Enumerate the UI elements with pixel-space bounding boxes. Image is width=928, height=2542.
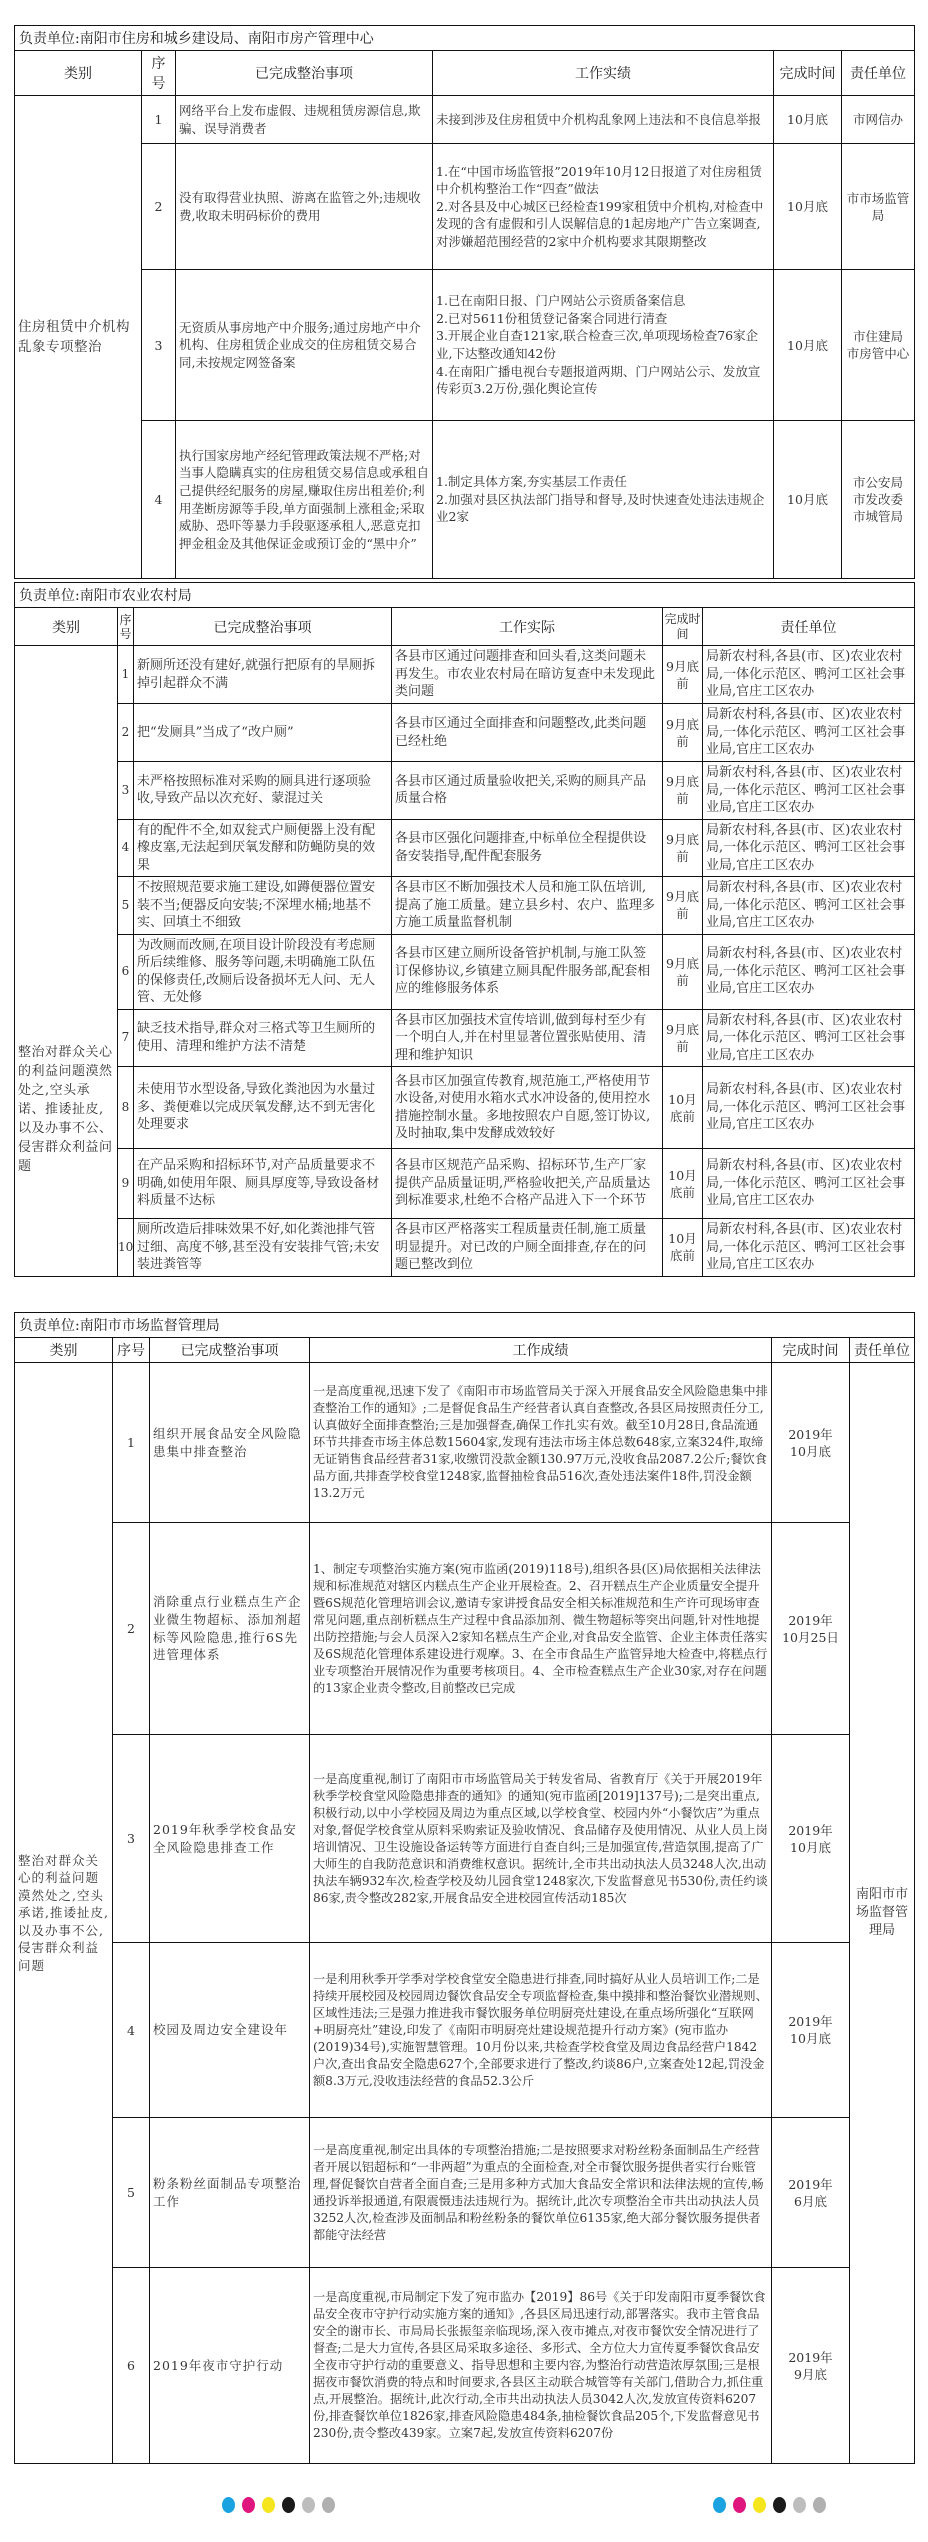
row-time: 9月底前: [663, 934, 703, 1009]
row-number: 8: [118, 1067, 134, 1149]
registration-dot-icon: [322, 2497, 335, 2513]
row-number: 5: [118, 877, 134, 935]
table-row: [15, 2268, 915, 2464]
market-supervision-table: [14, 1312, 915, 2464]
row-number: 1: [118, 646, 134, 704]
table-row: [15, 96, 915, 144]
row-time: 10月底: [774, 144, 842, 270]
row-unit: 局新农村科,各县(市、区)农业农村局,一体化示范区、鸭河工区社会事业局,官庄工区农办: [703, 704, 915, 762]
row-item: 网络平台上发布虚假、违规租赁房源信息,欺骗、误导消费者: [176, 96, 433, 144]
table-row: [15, 1219, 915, 1277]
row-number: 6: [113, 2268, 150, 2464]
registration-dot-icon: [713, 2497, 726, 2513]
table-row: [15, 646, 915, 704]
table-row: [15, 421, 915, 579]
registration-dot-icon: [793, 2497, 806, 2513]
registration-dot-icon: [282, 2497, 295, 2513]
registration-dot-icon: [262, 2497, 275, 2513]
col-unit: 责任单位: [703, 608, 915, 646]
registration-dot-icon: [773, 2497, 786, 2513]
row-time: 10月底前: [663, 1219, 703, 1277]
row-number: 6: [118, 934, 134, 1009]
row-result: 未接到涉及住房租赁中介机构乱象网上违法和不良信息举报: [433, 96, 774, 144]
registration-marks-left: [222, 2497, 335, 2513]
table-row: [15, 1009, 915, 1067]
col-category: 类别: [15, 608, 118, 646]
row-time: 9月底前: [663, 704, 703, 762]
row-time: 10月底: [774, 421, 842, 579]
row-unit: 局新农村科,各县(市、区)农业农村局,一体化示范区、鸭河工区社会事业局,官庄工区农办: [703, 934, 915, 1009]
col-result: 工作实际: [392, 608, 663, 646]
row-result: 一是高度重视,制订了南阳市市场监管局关于转发省局、省教育厅《关于开展2019年秋季学校食堂风险隐患排查的通知》的通知(宛市监函[2019]137号);二是突出重点,积极行动,以中小学校园及周边为重点区域,以学校食堂、校园内外“小餐饮店”为重点对象,督促学校食堂从原料采购索证及验收情况、食品储存及使用情况、从业人员上岗培训情况、卫生设施设备运转等方面进行自查自纠;三是加强宣传,营造氛围,提高了广大师生的自我防范意识和消费维权意识。据统计,全市共出动执法人员3248人次,出动执法车辆932车次,检查学校及幼儿园食堂1248家次,下发监督意见书530份,责任约谈86家,责令整改282家,开展食品安全进校园宣传活动185次: [310, 1735, 772, 1943]
row-time: 10月底: [774, 270, 842, 421]
category-cell: 住房租赁中介机构乱象专项整治: [15, 96, 142, 579]
col-category: 类别: [15, 1338, 113, 1363]
row-number: 2: [118, 704, 134, 762]
row-unit: 局新农村科,各县(市、区)农业农村局,一体化示范区、鸭河工区社会事业局,官庄工区农办: [703, 1009, 915, 1067]
col-category: 类别: [15, 51, 142, 96]
table-row: [15, 1363, 915, 1523]
row-result: 一是高度重视,迅速下发了《南阳市市场监管局关于深入开展食品安全风险隐患集中排查整治工作的通知》;二是督促食品生产经营者认真自查整改,各县区局按照责任分工,认真做好全面排查整治;三是加强督查,确保工作扎实有效。截至10月28日,食品流通环节共排查市场主体总数15604家,发现有违法市场主体总数648家,立案324件,取缔无证销售食品经营者31家,收缴罚没款金额130.97万元,没收食品2087.2公斤;餐饮食品方面,共排查学校食堂1248家,监督抽检食品516次,查处违法案件18件,罚没金额13.2万元: [310, 1363, 772, 1523]
row-unit: 局新农村科,各县(市、区)农业农村局,一体化示范区、鸭河工区社会事业局,官庄工区农办: [703, 1149, 915, 1219]
registration-dot-icon: [302, 2497, 315, 2513]
row-time: 10月底前: [663, 1067, 703, 1149]
row-time: 2019年 6月底: [772, 2118, 850, 2268]
row-time: 9月底前: [663, 877, 703, 935]
row-time: 9月底前: [663, 819, 703, 877]
table-row: [15, 1943, 915, 2118]
row-result: 各县市区不断加强技术人员和施工队伍培训,提高了施工质量。建立县乡村、农户、监理多方施工质量监督机制: [392, 877, 663, 935]
row-unit: 市公安局 市发改委 市城管局: [842, 421, 915, 579]
col-no: 序号: [118, 608, 134, 646]
registration-dot-icon: [733, 2497, 746, 2513]
registration-dot-icon: [813, 2497, 826, 2513]
row-number: 2: [113, 1523, 150, 1735]
responsible-unit-header: 负责单位:南阳市住房和城乡建设局、南阳市房产管理中心: [15, 26, 915, 51]
row-time: 10月底: [774, 96, 842, 144]
row-time: 2019年 9月底: [772, 2268, 850, 2464]
row-time: 9月底前: [663, 762, 703, 820]
col-result: 工作实绩: [433, 51, 774, 96]
row-number: 10: [118, 1219, 134, 1277]
col-result: 工作成绩: [310, 1338, 772, 1363]
row-item: 新厕所还没有建好,就强行把原有的旱厕拆掉引起群众不满: [134, 646, 392, 704]
row-result: 各县市区加强技术宣传培训,做到每村至少有一个明白人,并在村里显著位置张贴使用、清理和维护知识: [392, 1009, 663, 1067]
row-time: 10月底前: [663, 1149, 703, 1219]
table-row: [15, 144, 915, 270]
row-unit: 局新农村科,各县(市、区)农业农村局,一体化示范区、鸭河工区社会事业局,官庄工区农办: [703, 1219, 915, 1277]
row-time: 2019年 10月底: [772, 1943, 850, 2118]
responsible-unit-cell: 南阳市市场监督管理局: [850, 1363, 915, 2464]
table-row: [15, 819, 915, 877]
row-result: 一是高度重视,制定出具体的专项整治措施;二是按照要求对粉丝粉条面制品生产经营者开展以铝超标和“一非两超”为重点的全面检查,对全市餐饮服务提供者实行台账管理,督促餐饮自营者全面自查;三是用多种方式加大食品安全常识和法律法规的宣传,畅通投诉举报通道,有限震慑违法违规行为。据统计,此次专项整治全市共出动执法人员3252人次,检查涉及面制品和粉丝粉条的餐饮单位6135家,绝大部分餐饮服务提供者都能守法经营: [310, 2118, 772, 2268]
row-item: 有的配件不全,如双瓮式户厕便器上没有配橡皮塞,无法起到厌氧发酵和防蝇防臭的效果: [134, 819, 392, 877]
row-item: 无资质从事房地产中介服务;通过房地产中介机构、住房租赁企业成交的住房租赁交易合同,未按规定网签备案: [176, 270, 433, 421]
table-row: [15, 704, 915, 762]
col-no: 序号: [142, 51, 176, 96]
table-row: [15, 1735, 915, 1943]
row-result: 1.制定具体方案,夯实基层工作责任 2.加强对县区执法部门指导和督导,及时快速查处违法违规企业2家: [433, 421, 774, 579]
row-unit: 市市场监管局: [842, 144, 915, 270]
row-item: 把“发厕具”当成了“改户厕”: [134, 704, 392, 762]
responsible-unit-header: 负责单位:南阳市市场监督管理局: [15, 1313, 915, 1338]
row-unit: 局新农村科,各县(市、区)农业农村局,一体化示范区、鸭河工区社会事业局,官庄工区农办: [703, 819, 915, 877]
row-number: 1: [142, 96, 176, 144]
row-number: 1: [113, 1363, 150, 1523]
header-row: [15, 51, 915, 96]
header-row: [15, 1338, 915, 1363]
row-number: 9: [118, 1149, 134, 1219]
col-unit: 责任单位: [842, 51, 915, 96]
row-item: 执行国家房地产经纪管理政策法规不严格;对当事人隐瞒真实的住房租赁交易信息或承租自己提供经纪服务的房屋,赚取住房出租差价;利用垄断房源等手段,单方面强制上涨租金;采取威胁、恐吓等暴力手段驱逐承租人,恶意克扣押金租金及其他保证金或预订金的“黑中介”: [176, 421, 433, 579]
row-number: 5: [113, 2118, 150, 2268]
row-result: 各县市区建立厕所设备管护机制,与施工队签订保修协议,乡镇建立厕具配件服务部,配套相应的维修服务体系: [392, 934, 663, 1009]
row-number: 4: [142, 421, 176, 579]
table-row: [15, 1149, 915, 1219]
row-number: 3: [118, 762, 134, 820]
row-number: 7: [118, 1009, 134, 1067]
col-item: 已完成整治事项: [134, 608, 392, 646]
row-unit: 局新农村科,各县(市、区)农业农村局,一体化示范区、鸭河工区社会事业局,官庄工区农办: [703, 646, 915, 704]
row-item: 组织开展食品安全风险隐患集中排查整治: [150, 1363, 310, 1523]
row-number: 4: [118, 819, 134, 877]
row-result: 各县市区通过全面排查和问题整改,此类问题已经杜绝: [392, 704, 663, 762]
row-unit: 局新农村科,各县(市、区)农业农村局,一体化示范区、鸭河工区社会事业局,官庄工区农办: [703, 877, 915, 935]
table-row: [15, 877, 915, 935]
registration-marks-right: [713, 2497, 826, 2513]
table-row: [15, 2118, 915, 2268]
agriculture-table: [14, 582, 915, 1277]
row-result: 各县市区规范产品采购、招标环节,生产厂家提供产品质量证明,严格验收把关,产品质量达到标准要求,杜绝不合格产品进入下一个环节: [392, 1149, 663, 1219]
row-item: 校园及周边安全建设年: [150, 1943, 310, 2118]
row-result: 1、制定专项整治实施方案(宛市监函(2019)118号),组织各县(区)局依据相关法律法规和标准规范对辖区内糕点生产企业开展检查。2、召开糕点生产企业质量安全提升暨6S规范化管理培训会议,邀请专家讲授食品安全相关标准规范和生产许可现场审查常见问题,重点剖析糕点生产过程中食品添加剂、微生物超标等突出问题,针对性地提出防控措施;与会人员深入2家知名糕点生产企业,对食品安全监管、企业主体责任落实及6S规范化管理体系建设进行观摩。3、在全市食品生产监管异地大检查中,将糕点行业专项整治开展情况作为重要考核项目。4、全市检查糕点生产企业30家,对存在问题的13家企业责令整改,目前整改已完成: [310, 1523, 772, 1735]
category-cell: 整治对群众关心的利益问题漠然处之,空头承诺、推诿扯皮,以及办事不公、侵害群众利益问题: [15, 646, 118, 1277]
col-item: 已完成整治事项: [176, 51, 433, 96]
row-item: 未使用节水型设备,导致化粪池因为水量过多、粪便难以完成厌氧发酵,达不到无害化处理要求: [134, 1067, 392, 1149]
row-number: 4: [113, 1943, 150, 2118]
row-item: 没有取得营业执照、游离在监管之外;违规收费,收取未明码标价的费用: [176, 144, 433, 270]
row-time: 9月底前: [663, 1009, 703, 1067]
row-item: 2019年夜市守护行动: [150, 2268, 310, 2464]
housing-rental-table: [14, 25, 915, 579]
row-time: 2019年 10月25日: [772, 1523, 850, 1735]
col-time: 完成时间: [774, 51, 842, 96]
row-result: 一是高度重视,市局制定下发了宛市监办【2019】86号《关于印发南阳市夏季餐饮食品安全夜市守护行动实施方案的通知》,各县区局迅速行动,部署落实。我市主管食品安全的谢市长、市局局长张振玺亲临现场,深入夜市摊点,对夜市餐饮安全情况进行了督查;二是大力宣传,各县区局采取多途径、多形式、全方位大力宣传夏季餐饮食品安全夜市守护行动的重要意义、指导思想和主要内容,为整治行动营造浓厚氛围;三是根据夜市餐饮消费的特点和时间要求,各县区主动联合城管等有关部门,借助合力,抓住重点,开展整治。据统计,此次行动,全市共出动执法人员3042人次,发放宣传资料6207份,排查餐饮单位1826家,排查风险隐患484条,抽检餐饮食品205个,下发监督意见书230份,责令整改439家。立案7起,发放宣传资料6207份: [310, 2268, 772, 2464]
row-number: 2: [142, 144, 176, 270]
row-unit: 局新农村科,各县(市、区)农业农村局,一体化示范区、鸭河工区社会事业局,官庄工区农办: [703, 762, 915, 820]
table-row: [15, 762, 915, 820]
row-item: 未严格按照标准对采购的厕具进行逐项验收,导致产品以次充好、蒙混过关: [134, 762, 392, 820]
row-result: 各县市区通过问题排查和回头看,这类问题未再发生。市农业农村局在暗访复查中未发现此类问题: [392, 646, 663, 704]
row-item: 2019年秋季学校食品安全风险隐患排查工作: [150, 1735, 310, 1943]
row-time: 2019年 10月底: [772, 1363, 850, 1523]
row-time: 2019年 10月底: [772, 1735, 850, 1943]
row-result: 1.已在南阳日报、门户网站公示资质备案信息 2.已对5611份租赁登记备案合同进行清查 3.开展企业自查121家,联合检查三次,单项现场检查76家企业,下达整改通知42份 4.在南阳广播电视台专题报道两期、门户网站公示、发放宣传彩页3.2万份,强化舆论宣传: [433, 270, 774, 421]
row-result: 1.在“中国市场监管报”2019年10月12日报道了对住房租赁中介机构整治工作“四查”做法 2.对各县及中心城区已经检查199家租赁中介机构,对检查中发现的含有虚假和引人误解信息的1起房地产广告立案调查,对涉嫌超范围经营的2家中介机构要求其限期整改: [433, 144, 774, 270]
row-item: 不按照规范要求施工建设,如蹲便器位置安装不当;便器反向安装;不深埋水桶;地基不实、回填土不细致: [134, 877, 392, 935]
row-number: 3: [113, 1735, 150, 1943]
row-result: 各县市区通过质量验收把关,采购的厕具产品质量合格: [392, 762, 663, 820]
category-cell: 整治对群众关心的利益问题漠然处之,空头承诺,推诿扯皮,以及办事不公,侵害群众利益问题: [15, 1363, 113, 2464]
col-no: 序号: [113, 1338, 150, 1363]
row-unit: 市住建局 市房管中心: [842, 270, 915, 421]
row-item: 在产品采购和招标环节,对产品质量要求不明确,如使用年限、厕具厚度等,导致设备材料质量不达标: [134, 1149, 392, 1219]
registration-dot-icon: [222, 2497, 235, 2513]
row-item: 消除重点行业糕点生产企业微生物超标、添加剂超标等风险隐患,推行6S先进管理体系: [150, 1523, 310, 1735]
col-time: 完成时间: [772, 1338, 850, 1363]
row-unit: 市网信办: [842, 96, 915, 144]
row-item: 缺乏技术指导,群众对三格式等卫生厕所的使用、清理和维护方法不清楚: [134, 1009, 392, 1067]
registration-dot-icon: [242, 2497, 255, 2513]
row-result: 各县市区加强宣传教育,规范施工,严格使用节水设备,对使用水箱水式水冲设备的,使用控水措施控制水量。多地按照农户自愿,签订协议,及时抽取,集中发酵成效较好: [392, 1067, 663, 1149]
row-time: 9月底前: [663, 646, 703, 704]
row-item: 粉条粉丝面制品专项整治工作: [150, 2118, 310, 2268]
col-time: 完成时间: [663, 608, 703, 646]
row-result: 各县市区严格落实工程质量责任制,施工质量明显提升。对已改的户厕全面排查,存在的问题已整改到位: [392, 1219, 663, 1277]
row-result: 各县市区强化问题排查,中标单位全程提供设备安装指导,配件配套服务: [392, 819, 663, 877]
header-row: [15, 608, 915, 646]
responsible-unit-header: 负责单位:南阳市农业农村局: [15, 583, 915, 608]
row-unit: 局新农村科,各县(市、区)农业农村局,一体化示范区、鸭河工区社会事业局,官庄工区农办: [703, 1067, 915, 1149]
col-unit: 责任单位: [850, 1338, 915, 1363]
registration-dot-icon: [753, 2497, 766, 2513]
row-result: 一是利用秋季开学季对学校食堂安全隐患进行排查,同时搞好从业人员培训工作;二是持续开展校园及校园周边餐饮食品安全专项监督检查,集中摸排和整治餐饮业潜规则、区域性违法;三是强力推进我市餐饮服务单位明厨亮灶建设,在重点场所强化“互联网+明厨亮灶”建设,印发了《南阳市明厨亮灶建设规范提升行动方案》(宛市监办(2019)34号),实施智慧管理。10月份以来,共检查学校食堂及周边食品经营户1842户次,查出食品安全隐患627个,全部要求进行了整改,约谈86户,立案查处12起,罚没金额8.3万元,没收违法经营的食品52.3公斤: [310, 1943, 772, 2118]
row-number: 3: [142, 270, 176, 421]
col-item: 已完成整治事项: [150, 1338, 310, 1363]
table-row: [15, 270, 915, 421]
table-row: [15, 1523, 915, 1735]
table-row: [15, 1067, 915, 1149]
row-item: 厕所改造后排味效果不好,如化粪池排气管过细、高度不够,甚至没有安装排气管;未安装进粪管等: [134, 1219, 392, 1277]
table-row: [15, 934, 915, 1009]
row-item: 为改厕而改厕,在项目设计阶段没有考虑厕所后续维修、服务等问题,未明确施工队伍的保修责任,改厕后设备损坏无人问、无人管、无处修: [134, 934, 392, 1009]
